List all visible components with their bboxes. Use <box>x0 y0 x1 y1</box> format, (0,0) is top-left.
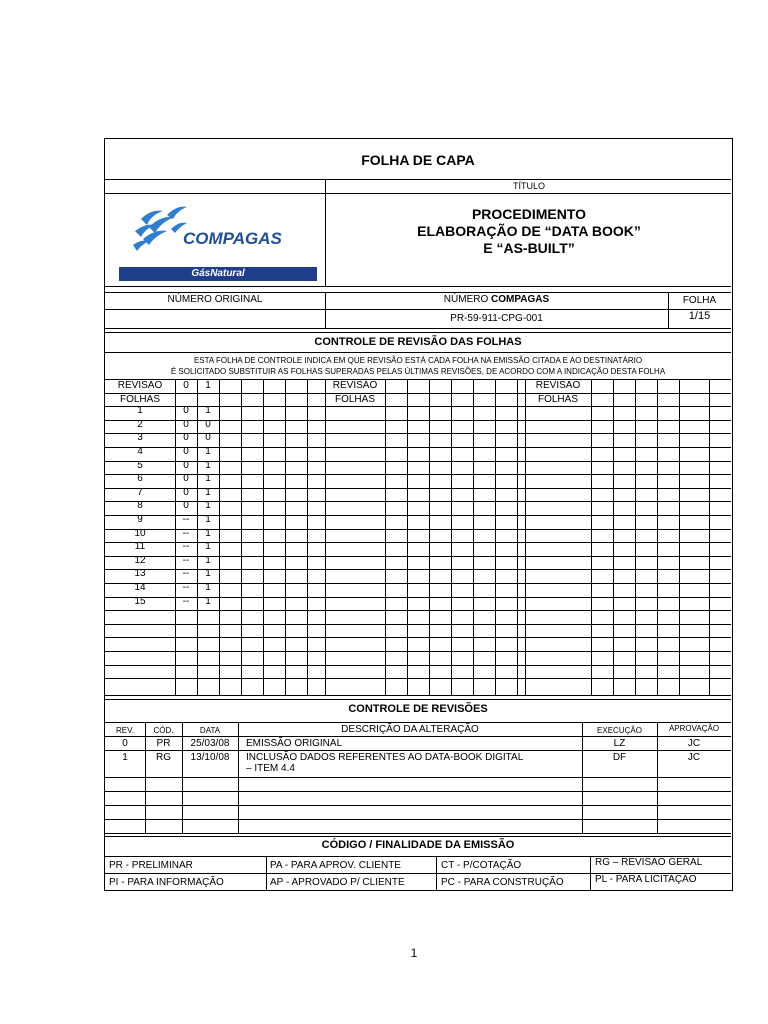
code-rg: RG – REVISÃO GERAL <box>595 857 703 868</box>
revisao-label-0: REVISÃO <box>117 380 163 391</box>
rev-code: PR <box>156 738 171 749</box>
code-pl: PL - PARA LICITAÇÃO <box>595 874 697 885</box>
folha-rev-0: -- <box>182 568 190 580</box>
folha-rev-1: 1 <box>205 405 211 417</box>
folha-rev-1: 1 <box>205 541 211 553</box>
folha-number: 6 <box>137 473 143 485</box>
folha-number: 8 <box>137 500 143 512</box>
folhas-label-1: FOLHAS <box>334 393 375 405</box>
rev-date: 25/03/08 <box>190 738 230 749</box>
rev-aprov: JC <box>687 738 701 749</box>
folha-rev-1: 1 <box>205 554 211 566</box>
folhas-label-0: FOLHAS <box>119 393 160 405</box>
compagas-logo <box>119 199 317 281</box>
numero-original-label: NÚMERO ORIGINAL <box>167 294 263 305</box>
logo-subtext: GásNatural <box>119 267 317 281</box>
folha-rev-0: 0 <box>183 405 189 417</box>
folha-number: 13 <box>134 568 146 580</box>
folha-rev-1: 1 <box>205 582 211 593</box>
folha-number: 10 <box>134 527 146 539</box>
folha-rev-0: -- <box>182 527 190 539</box>
folha-number: 1 <box>137 405 143 417</box>
revisao-label-2: REVISÃO <box>535 380 581 391</box>
cover-title: FOLHA DE CAPA <box>361 152 475 168</box>
col-data: DATA <box>199 726 221 735</box>
folha-label: FOLHA <box>682 295 717 306</box>
rev-number: 1 <box>122 752 128 763</box>
folha-rev-0: -- <box>182 514 190 525</box>
folha-rev-1: 1 <box>205 568 211 580</box>
titulo-label: TÍTULO <box>512 181 545 191</box>
title-line-1: PROCEDIMENTO <box>471 206 587 222</box>
folha-rev-1: 0 <box>205 418 211 430</box>
rev-aprov: JC <box>687 752 701 763</box>
code-pr: PR - PRELIMINAR <box>109 860 193 871</box>
folha-rev-1: 1 <box>205 459 211 471</box>
folha-rev-1: 1 <box>205 514 211 525</box>
folha-rev-0: 0 <box>183 446 189 457</box>
rev-code: RG <box>156 752 171 763</box>
folha-rev-1: 1 <box>205 486 211 498</box>
rev-desc: INCLUSÃO DADOS REFERENTES AO DATA-BOOK DIGITAL <box>246 752 524 763</box>
folha-rev-0: 0 <box>183 486 189 498</box>
rev-exec: LZ <box>613 738 626 749</box>
rev-date: 13/10/08 <box>190 752 230 763</box>
logo-text: COMPAGAS <box>183 229 282 248</box>
folha-number: 2 <box>137 418 143 430</box>
folha-number: 4 <box>137 446 143 457</box>
rev-exec: DF <box>612 752 627 763</box>
code-pa: PA - PARA APROV. CLIENTE <box>270 860 401 871</box>
folha-number: 12 <box>134 554 146 566</box>
folha-rev-0: 0 <box>183 418 189 430</box>
folha-number: 9 <box>137 514 143 525</box>
folha-rev-1: 1 <box>205 595 211 607</box>
folha-number: 14 <box>134 582 146 593</box>
folha-rev-0: 0 <box>183 500 189 512</box>
numero-compagas-value: PR-59-911-CPG-001 <box>450 313 543 324</box>
revision-col-1: 1 <box>205 380 211 391</box>
code-pc: PC - PARA CONSTRUÇÃO <box>441 877 564 888</box>
folha-number: 7 <box>137 486 143 498</box>
code-ap: AP - APROVADO P/ CLIENTE <box>270 877 405 888</box>
revisao-folhas-title: CONTROLE DE REVISÃO DAS FOLHAS <box>314 336 522 348</box>
code-ct: CT - P/COTAÇÃO <box>441 860 522 871</box>
folha-rev-0: -- <box>182 595 190 607</box>
folha-rev-0: 0 <box>183 459 189 471</box>
folha-rev-1: 1 <box>205 500 211 512</box>
rev-desc-cont: – ITEM 4.4 <box>246 763 295 774</box>
title-line-2: ELABORAÇÃO DE “DATA BOOK” <box>417 223 641 239</box>
col-desc: DESCRIÇÃO DA ALTERAÇÃO <box>341 724 479 735</box>
folha-rev-0: -- <box>182 582 190 593</box>
col-exec: EXECUÇÃO <box>597 726 642 735</box>
folha-rev-0: -- <box>182 541 190 553</box>
rev-desc: EMISSÃO ORIGINAL <box>246 738 343 749</box>
numero-compagas-label: NÚMERO COMPAGAS <box>443 294 550 305</box>
page-number: 1 <box>410 946 418 960</box>
revision-col-0: 0 <box>183 380 189 391</box>
folha-number: 5 <box>137 459 143 471</box>
col-cod: CÓD. <box>153 726 174 735</box>
rev-number: 0 <box>122 738 128 749</box>
revisoes-title: CONTROLE DE REVISÕES <box>348 703 488 715</box>
col-rev: REV. <box>116 726 134 735</box>
folha-rev-1: 1 <box>205 527 211 539</box>
revisao-label-1: REVISÃO <box>332 380 378 391</box>
folha-rev-1: 1 <box>205 446 211 457</box>
folha-rev-1: 0 <box>205 432 211 444</box>
emissao-title: CÓDIGO / FINALIDADE DA EMISSÃO <box>321 839 515 851</box>
folha-value: 1/15 <box>688 310 711 322</box>
folha-rev-0: 0 <box>183 432 189 444</box>
folha-number: 3 <box>137 432 143 444</box>
folhas-label-2: FOLHAS <box>537 393 578 405</box>
cover-sheet <box>104 138 733 891</box>
folha-rev-0: 0 <box>183 473 189 485</box>
title-line-3: E “AS-BUILT” <box>483 240 575 256</box>
code-pi: PI - PARA INFORMAÇÃO <box>109 877 224 888</box>
revisao-note-1: ESTA FOLHA DE CONTROLE INDICA EM QUE REVISÃO ESTÁ CADA FOLHA NA EMISSÃO CITADA E AO DESTINATÁRIO <box>193 356 643 365</box>
folha-rev-0: -- <box>182 554 190 566</box>
folha-rev-1: 1 <box>205 473 211 485</box>
revisao-note-2: É SOLICITADO SUBSTITUIR AS FOLHAS SUPERADAS PELAS ÚLTIMAS REVISÕES, DE ACORDO COM A INDICAÇÃO DESTA FOLHA <box>170 367 666 376</box>
folha-number: 11 <box>134 541 146 553</box>
col-aprov: APROVAÇÃO <box>668 724 720 733</box>
folha-number: 15 <box>134 595 146 607</box>
